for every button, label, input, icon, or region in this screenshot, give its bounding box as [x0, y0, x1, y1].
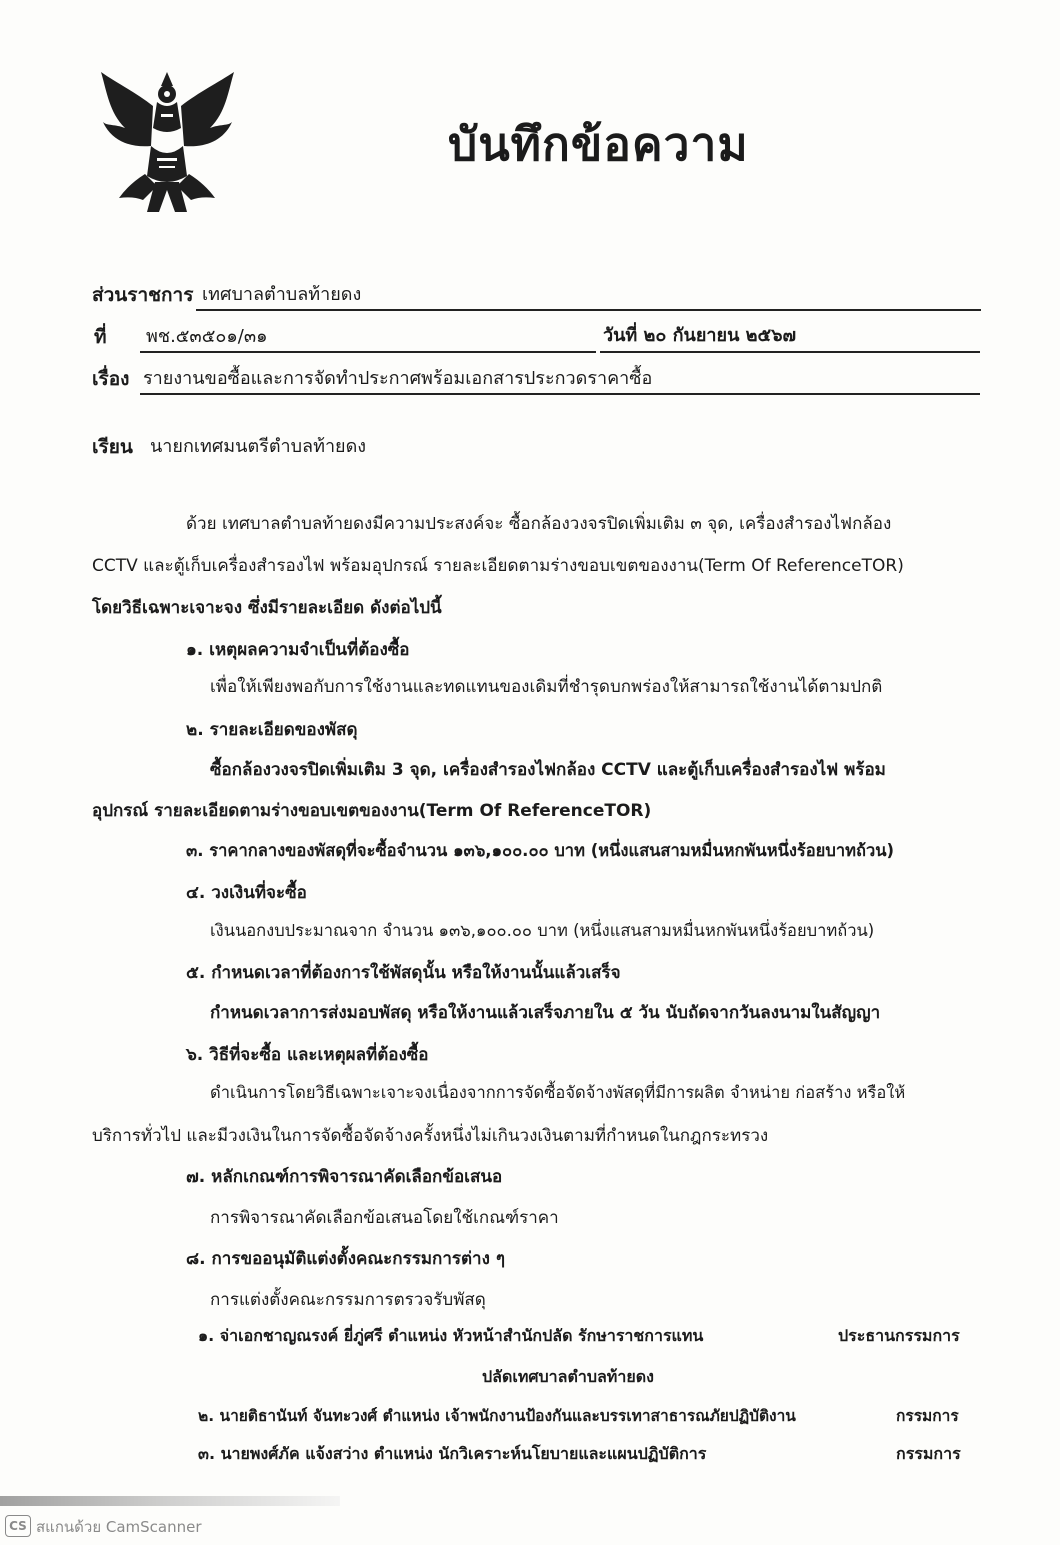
subject-label: เรื่อง — [92, 368, 130, 390]
section-8-text: การแต่งตั้งคณะกรรมการตรวจรับพัสดุ — [210, 1290, 486, 1310]
document-number: พช.๕๓๕๐๑/๓๑ — [146, 326, 268, 347]
section-1-heading: ๑. เหตุผลความจำเป็นที่ต้องซื้อ — [186, 640, 410, 660]
intro-line-3: โดยวิธีเฉพาะเจาะจง ซึ่งมีรายละเอียด ดังต่อไปนี้ — [92, 598, 442, 618]
member-3-role: กรรมการ — [896, 1444, 961, 1463]
section-2-text-2: อุปกรณ์ รายละเอียดตามร่างขอบเขตของงาน(Term Of ReferenceTOR) — [92, 801, 652, 821]
section-1-text: เพื่อให้เพียงพอกับการใช้งานและทดแทนของเดิมที่ชำรุดบกพร่องให้สามารถใช้งานได้ตามปกติ — [210, 677, 883, 697]
section-2-heading: ๒. รายละเอียดของพัสดุ — [186, 720, 358, 740]
camscanner-watermark: สแกนด้วย CamScanner — [36, 1518, 202, 1536]
section-4-text: เงินนอกงบประมาณจาก จำนวน ๑๓๖,๑๐๐.๐๐ บาท (หนึ่งแสนสามหมื่นหกพันหนึ่งร้อยบาทถ้วน) — [210, 921, 875, 940]
to-label: เรียน — [92, 436, 133, 458]
subject-value: รายงานขอซื้อและการจัดทำประกาศพร้อมเอกสารประกวดราคาซื้อ — [143, 368, 653, 389]
section-5-heading: ๕. กำหนดเวลาที่ต้องการใช้พัสดุนั้น หรือให้งานนั้นแล้วเสร็จ — [186, 963, 621, 983]
number-label: ที่ — [94, 326, 107, 348]
section-6-text-1: ดำเนินการโดยวิธีเฉพาะเจาะจงเนื่องจากการจัดซื้อจัดจ้างพัสดุที่มีการผลิต จำหน่าย ก่อสร้าง หรือให้ — [210, 1083, 906, 1102]
camscanner-logo-icon: CS — [5, 1515, 31, 1537]
section-7-text: การพิจารณาคัดเลือกข้อเสนอโดยใช้เกณฑ์ราคา — [210, 1208, 559, 1228]
member-1-role: ประธานกรรมการ — [838, 1326, 960, 1345]
subject-rule — [140, 393, 980, 395]
department-rule — [196, 309, 981, 311]
member-2-role: กรรมการ — [896, 1407, 959, 1425]
member-2-text: ๒. นายติธานันท์ จันทะวงศ์ ตำแหน่ง เจ้าพนักงานป้องกันและบรรเทาสาธารณภัยปฏิบัติงาน — [198, 1407, 796, 1425]
section-3-heading: ๓. ราคากลางของพัสดุที่จะซื้อจำนวน ๑๓๖,๑๐๐.๐๐ บาท (หนึ่งแสนสามหมื่นหกพันหนึ่งร้อยบาทถ้วน) — [186, 841, 895, 860]
document-date: วันที่ ๒๐ กันยายน ๒๕๖๗ — [603, 325, 797, 346]
section-5-text: กำหนดเวลาการส่งมอบพัสดุ หรือให้งานแล้วเสร็จภายใน ๕ วัน นับถัดจากวันลงนามในสัญญา — [210, 1003, 881, 1023]
date-rule — [600, 351, 980, 353]
section-6-heading: ๖. วิธีที่จะซื้อ และเหตุผลที่ต้องซื้อ — [186, 1045, 429, 1065]
scan-edge-shadow — [0, 1496, 340, 1506]
intro-line-1: ด้วย เทศบาลตำบลท้ายดงมีความประสงค์จะ ซื้อกล้องวงจรปิดเพิ่มเติม ๓ จุด, เครื่องสำรองไฟกล้อง — [186, 514, 892, 534]
to-value: นายกเทศมนตรีตำบลท้ายดง — [150, 436, 367, 457]
member-3-text: ๓. นายพงศ์ภัค แจ้งสว่าง ตำแหน่ง นักวิเคราะห์นโยบายและแผนปฏิบัติการ — [198, 1444, 707, 1463]
section-7-heading: ๗. หลักเกณฑ์การพิจารณาคัดเลือกข้อเสนอ — [186, 1167, 503, 1187]
department-label: ส่วนราชการ — [92, 284, 194, 306]
member-1-text: ๑. จ่าเอกชาญณรงค์ ยี่ภู่ศรี ตำแหน่ง หัวหน้าสำนักปลัด รักษาราชการแทน — [198, 1326, 704, 1345]
department-value: เทศบาลตำบลท้ายดง — [202, 284, 362, 305]
garuda-emblem-icon — [95, 62, 240, 222]
section-4-heading: ๔. วงเงินที่จะซื้อ — [186, 883, 307, 903]
member-1-text-2: ปลัดเทศบาลตำบลท้ายดง — [482, 1367, 654, 1386]
document-title: บันทึกข้อความ — [448, 117, 749, 171]
section-8-heading: ๘. การขออนุมัติแต่งตั้งคณะกรรมการต่าง ๆ — [186, 1249, 505, 1269]
section-2-text-1: ซื้อกล้องวงจรปิดเพิ่มเติม 3 จุด, เครื่องสำรองไฟกล้อง CCTV และตู้เก็บเครื่องสำรองไฟ พร้อม — [210, 760, 886, 780]
intro-line-2: CCTV และตู้เก็บเครื่องสำรองไฟ พร้อมอุปกรณ์ รายละเอียดตามร่างขอบเขตของงาน(Term Of ReferenceTOR) — [92, 556, 904, 576]
number-rule — [140, 351, 596, 353]
section-6-text-2: บริการทั่วไป และมีวงเงินในการจัดซื้อจัดจ้างครั้งหนึ่งไม่เกินวงเงินตามที่กำหนดในกฎกระทรวง — [92, 1126, 769, 1146]
